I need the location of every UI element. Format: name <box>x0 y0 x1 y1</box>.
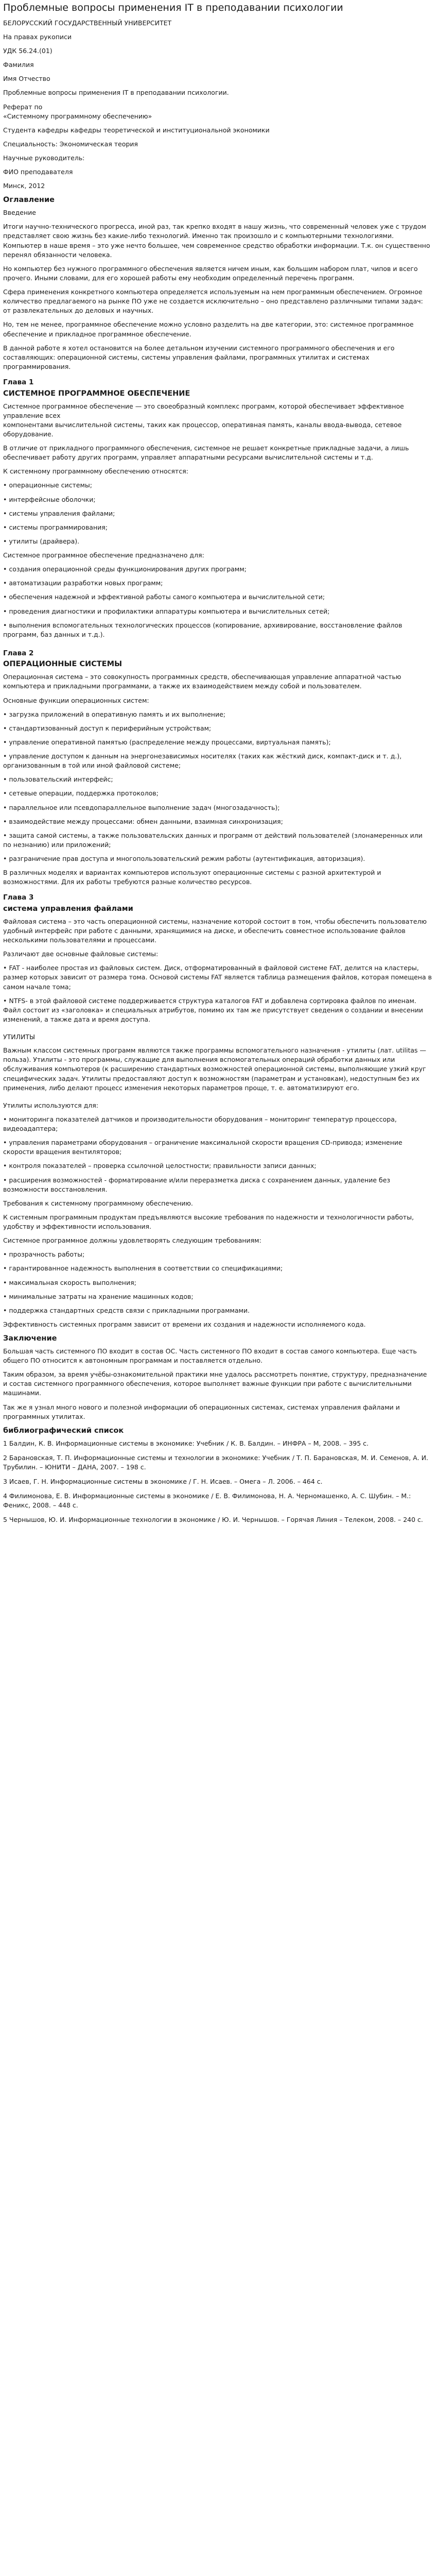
ch1-paragraph: В отличие от прикладного программного обеспечения, системное не решает конкретные прикладные задачи, а лишь обеспечивает работу других программ, управляет аппаратными ресурсами вычислительной системы и т.д. <box>3 444 409 462</box>
chapter-3-title: система управления файлами <box>3 904 133 913</box>
list-item: • взаимодействие между процессами: обмен данными, взаимная синхронизация; <box>3 817 283 825</box>
conclusion-section <box>3 1334 432 1421</box>
chapter-1 <box>3 378 432 639</box>
ch3-paragraph: Различают две основные файловые системы: <box>3 950 159 958</box>
utilities-paragraph: Утилиты используются для: <box>3 1101 99 1109</box>
ch1-paragraph: Системное программное обеспечение — это своеобразный комплекс программ, которой обеспечивает эффективное управление всех <box>3 402 404 419</box>
udc-code: УДК 56.24.(01) <box>3 47 53 55</box>
utilities-paragraph: Важным классом системных программ являются также программы вспомогательного назначения - утилиты (лат. utilitas — польза). Утилиты - это программы, служащие для выполнения вспомогательных операций обработки данных или обслуживания компьютеров (к расширению стандартных возможностей операционной системы, выполняющие узкий круг специфических задач. Утилиты предоставляют доступ к возможностям (параметрам и установкам), недоступным без их применения, либо делают процесс изменения некоторых параметров проще, т. е. автоматизируют его. <box>3 1046 426 1092</box>
intro-label: Введение <box>3 209 36 217</box>
list-item: • загрузка приложений в оперативную память и их выполнение; <box>3 710 225 718</box>
chapter-3 <box>3 893 432 1024</box>
list-item: • операционные системы; <box>3 481 92 489</box>
conclusion-paragraph: Таким образом, за время учёбы-ознакомительной практики мне удалось рассмотреть понятие, структуру, предназначение и состав системного программного обеспечения, которое выполняет важные функции при работе с вычислительными машинами. <box>3 1370 427 1397</box>
list-item: • NTFS- в этой файловой системе поддерживается структура каталогов FAT и добавлена сортировка файлов по именам. Файл состоит из «заголовка» и специальных атрибутов, помимо их там же присутствует сведения о создании и внесении изменений, а также дата и время доступа. <box>3 996 423 1023</box>
chapter-1-title: СИСТЕМНОЕ ПРОГРАММНОЕ ОБЕСПЕЧЕНИЕ <box>3 389 190 398</box>
abstract-subject: Реферат по «Системному программному обеспечению» <box>3 103 152 120</box>
utilities-paragraph: К системным программным продуктам предъявляются высокие требования по надежности и технологичности работы, удобству и эффективности использования. <box>3 1213 414 1231</box>
introduction <box>3 222 432 371</box>
system-software-purpose-list <box>3 565 432 639</box>
bibliography-entry: 5 Чернышов, Ю. И. Информационные технологии в экономике / Ю. И. Чернышов. – Горячая Линия – Телеком, 2008. – 240 с. <box>3 1516 423 1524</box>
intro-paragraph: Сфера применения конкретного компьютера определяется используемым на нем программным обеспечением. Огромное количество предлагаемого на рынке ПО уже не создается исключительно – оно представлено различными типами задач: от развлекательных до деловых и научных. <box>3 288 423 315</box>
list-item: • создания операционной среды функционирования других программ; <box>3 565 247 573</box>
os-functions-list <box>3 710 432 864</box>
list-item: • системы программирования; <box>3 523 108 531</box>
author-name: Имя Отчество <box>3 75 50 83</box>
bibliography-section <box>3 1426 432 1525</box>
intro-paragraph: Итоги научно-технического прогресса, иной раз, так крепко входят в нашу жизнь, что современный человек уже с трудом представляет свою жизнь без какие-либо технологий. Именно так произошло и с компьютерными технологиями. Компьютер в наше время – это уже нечто большее, чем современное средство обработки информации. Т.к. он существенно перенял обязанности человека. <box>3 223 430 259</box>
chapter-3-number: Глава 3 <box>3 893 34 902</box>
file-systems-list <box>3 963 432 1024</box>
system-software-list <box>3 481 432 546</box>
manuscript-note: На правах рукописи <box>3 32 72 41</box>
utilities-usage-list <box>3 1115 432 1194</box>
bibliography-entry: 3 Исаев, Г. Н. Информационные системы в экономике / Г. Н. Исаев. – Омега – Л. 2006. – 464 с. <box>3 1478 323 1485</box>
list-item: • гарантированное надежность выполнения в соответствии со спецификациями; <box>3 1264 283 1273</box>
list-item: • максимальная скорость выполнения; <box>3 1278 136 1286</box>
title-page <box>3 19 432 191</box>
utilities-section <box>3 1032 432 1329</box>
chapter-1-number: Глава 1 <box>3 378 34 387</box>
supervisor-name: ФИО преподавателя <box>3 168 73 176</box>
specialty: Специальность: Экономическая теория <box>3 140 138 148</box>
utilities-paragraph: Системное программное должны удовлетворять следующим требованиям: <box>3 1236 261 1245</box>
list-item: • управления параметрами оборудования – ограничение максимальной скорости вращения CD-привода; изменение скорости вращения вентиляторов; <box>3 1139 403 1156</box>
list-item: • сетевые операции, поддержка протоколов; <box>3 789 159 798</box>
list-item: • интерфейсные оболочки; <box>3 495 96 503</box>
chapter-2-number: Глава 2 <box>3 649 34 657</box>
conclusion-paragraph: Так же я узнал много нового и полезной информации об операционных системах, системах управления файлами и программных утилитах. <box>3 1403 400 1420</box>
list-item: • выполнения вспомогательных технологических процессов (копирование, архивирование, восстановление файлов программ, баз данных и т.д.). <box>3 621 403 638</box>
author-surname: Фамилия <box>3 61 34 69</box>
list-item: • автоматизации разработки новых программ; <box>3 579 163 587</box>
student-department: Студента кафедры кафедры теоретической и институциональной экономики <box>3 126 270 134</box>
list-item: • управление оперативной памятью (распределение между процессами, виртуальная память); <box>3 738 331 746</box>
bibliography-heading: библиографический список <box>3 1426 124 1435</box>
list-item: • прозрачность работы; <box>3 1250 85 1259</box>
ch2-paragraph: Основные функции операционных систем: <box>3 696 149 704</box>
list-item: • поддержка стандартных средств связи с прикладными программами. <box>3 1306 250 1314</box>
university-name: БЕЛОРУССКИЙ ГОСУДАРСТВЕННЫЙ УНИВЕРСИТЕТ <box>3 19 172 27</box>
chapter-2 <box>3 649 432 887</box>
requirements-list <box>3 1250 432 1315</box>
conclusion-paragraph: Большая часть системного ПО входит в состав ОС. Часть системного ПО входит в состав самого компьютера. Еще часть общего ПО относится к автономным программам и поставляется отдельно. <box>3 1347 417 1365</box>
ch3-paragraph: Файловая система – это часть операционной системы, назначение которой состоит в том, чтобы обеспечить пользователю удобный интерфейс при работе с данными, хранящимися на диске, и обеспечить совместное использование файлов несколькими пользователями и процессами. <box>3 917 427 944</box>
utilities-paragraph: Эффективность системных программ зависит от времени их создания и надежности исполняемого кода. <box>3 1320 366 1328</box>
intro-paragraph: В данной работе я хотел остановится на более детальном изучении системного программного обеспечения и его составляющих: операционной системы, системы управления файлами, программных утилитах и системах программирования. <box>3 344 395 370</box>
requirements-title: Требования к системному программному обеспечению. <box>3 1199 193 1207</box>
bibliography-entry: 1 Балдин, К. В. Информационные системы в экономике: Учебник / К. В. Балдин. – ИНФРА – М, 2008. – 395 с. <box>3 1439 369 1447</box>
list-item: • утилиты (драйвера). <box>3 537 80 545</box>
list-item: • обеспечения надежной и эффективной работы самого компьютера и вычислительной сети; <box>3 593 325 601</box>
list-item: • параллельное или псевдопараллельное выполнение задач (многозадачность); <box>3 803 280 811</box>
list-item: • расширения возможностей - форматирование и/или переразметка диска с сохранением данных, удаление без возможности восстановления. <box>3 1176 390 1193</box>
toc-heading: Оглавление <box>3 196 55 205</box>
supervisor-label: Научные руководитель: <box>3 154 85 162</box>
conclusion-heading: Заключение <box>3 1334 57 1343</box>
ch2-paragraph: В различных моделях и вариантах компьютеров используют операционные системы с разной архитектурой и возможностями. Для их работы требуются разные количество ресурсов. <box>3 869 381 886</box>
list-item: • минимальные затраты на хранение машинных кодов; <box>3 1292 194 1300</box>
chapter-2-title: ОПЕРАЦИОННЫЕ СИСТЕМЫ <box>3 660 123 669</box>
list-item: • управление доступом к данным на энергонезависимых носителях (таких как жёсткий диск, компакт-диск и т. д.), организованным в той или иной файловой системе; <box>3 752 402 770</box>
list-item: • защита самой системы, а также пользовательских данных и программ от действий пользователей (злонамеренных или по незнанию) или приложений; <box>3 831 423 849</box>
list-item: • разграничение прав доступа и многопользовательский режим работы (аутентификация, авторизация). <box>3 855 365 863</box>
work-title: Проблемные вопросы применения IT в преподавании психологии. <box>3 89 229 97</box>
ch1-paragraph: К системному программному обеспечению относятся: <box>3 467 188 476</box>
intro-paragraph: Но компьютер без нужного программного обеспечения является ничем иным, как большим набором плат, чипов и всего прочего. Иными словами, для его хорошей работы ему необходим определенный перечень программ. <box>3 264 418 282</box>
list-item: • FAT - наиболее простая из файловых систем. Диск, отформатированный в файловой системе FAT, делится на кластеры, размер которых зависит от размера тома. Основой системы FAT является таблица размещения файлов, которая помещена в самом начале тома; <box>3 964 432 991</box>
ch1-paragraph: компонентами вычислительной системы, таких как процессор, оперативная память, каналы ввода-вывода, сетевое оборудование. <box>3 420 402 438</box>
bibliography-entry: 2 Барановская, Т. П. Информационные системы и технологии в экономике: Учебник / Т. П. Барановская, М. И. Семенов, А. И. Трубилин. – ЮНИТИ – ДАНА, 2007. – 198 с. <box>3 1453 428 1471</box>
ch1-paragraph: Системное программное обеспечение предназначено для: <box>3 551 204 559</box>
list-item: • системы управления файлами; <box>3 509 115 517</box>
list-item: • мониторинга показателей датчиков и производительности оборудования – мониторинг температур процессора, видеоадаптера; <box>3 1115 397 1133</box>
utilities-heading: УТИЛИТЫ <box>3 1033 36 1041</box>
list-item: • контроля показателей – проверка ссылочной целостности; правильности записи данных; <box>3 1162 317 1170</box>
list-item: • пользовательский интерфейс; <box>3 775 113 784</box>
list-item: • проведения диагностики и профилактики аппаратуры компьютера и вычислительных сетей; <box>3 607 330 615</box>
intro-paragraph: Но, тем не менее, программное обеспечение можно условно разделить на две категории, это: системное программное обеспечение и прикладное программное обеспечение. <box>3 320 414 338</box>
city-year: Минск, 2012 <box>3 182 45 190</box>
list-item: • стандартизованный доступ к периферийным устройствам; <box>3 724 212 732</box>
ch2-paragraph: Операционная система – это совокупность программных средств, обеспечивающая управление аппаратной частью компьютера и прикладными программами, а также их взаимодействием между собой и пользователем. <box>3 673 402 690</box>
bibliography-entry: 4 Филимонова, Е. В. Информационные системы в экономике / Е. В. Филимонова, Н. А. Черномашенко, А. С. Шубин. – М.: Феникс, 2008. – 448 с. <box>3 1492 411 1510</box>
page-title: Проблемные вопросы применения IT в преподавании психологии <box>3 2 343 13</box>
